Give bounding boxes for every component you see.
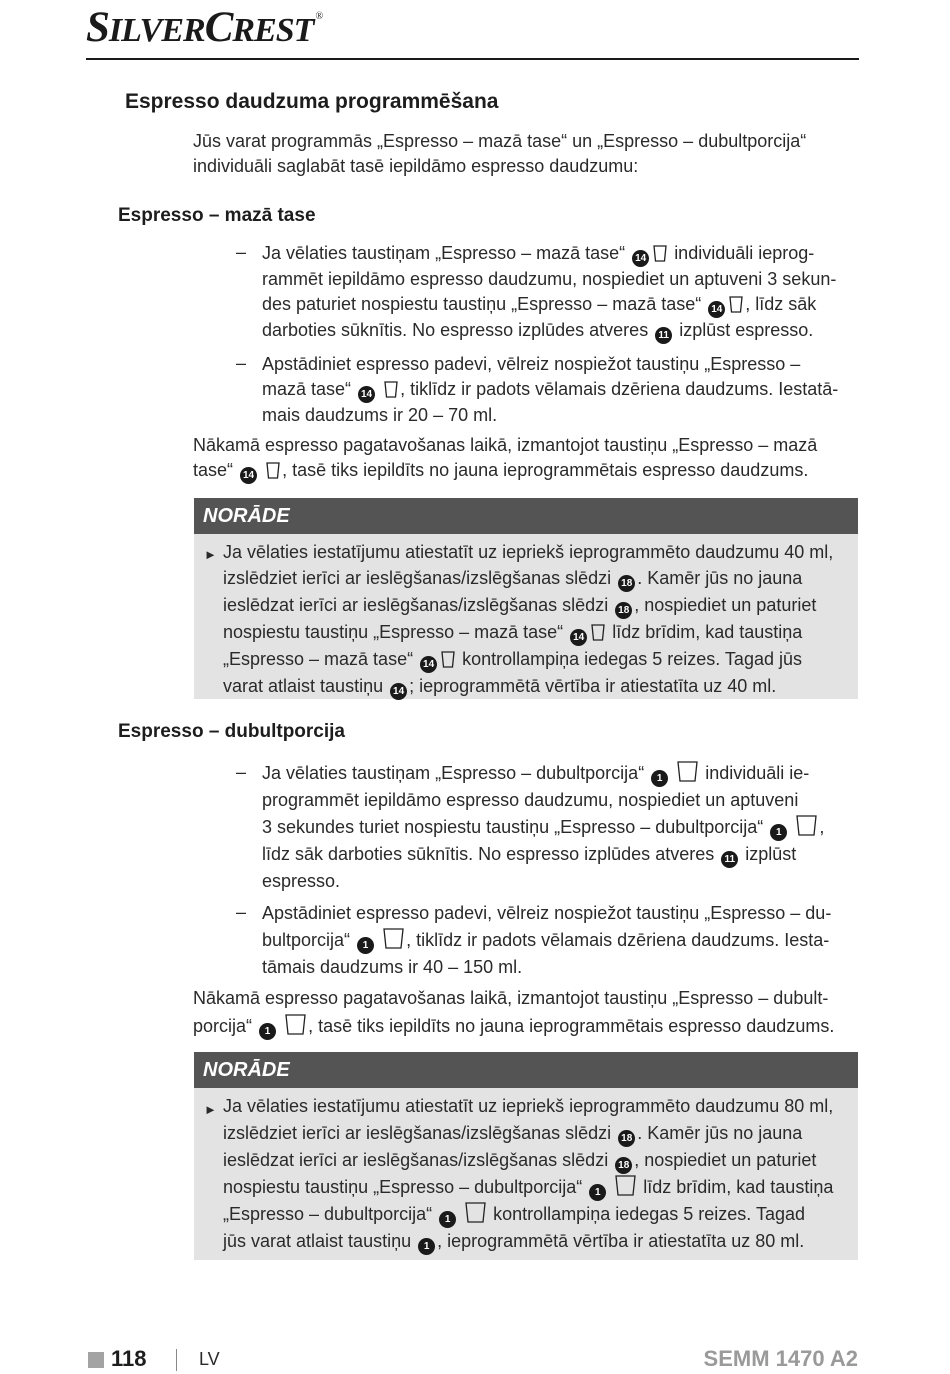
ref-number-badge: 18	[615, 602, 632, 619]
list-dash: –	[236, 902, 247, 922]
double-cup-icon	[615, 1175, 636, 1196]
small-cup-icon	[591, 624, 605, 641]
ref-number-badge: 11	[721, 851, 738, 868]
section-heading-small-cup: Espresso – mazā tase	[118, 205, 316, 226]
note-heading: NORĀDE	[194, 1052, 858, 1088]
ref-number-badge: 14	[632, 250, 649, 267]
double-cup-icon	[383, 928, 404, 949]
small-cup-icon	[729, 296, 743, 313]
double-cup-icon	[285, 1014, 306, 1035]
ref-number-badge: 18	[618, 575, 635, 592]
note-heading: NORĀDE	[194, 498, 858, 534]
small-cup-icon	[653, 245, 667, 262]
note-body: ► Ja vēlaties iestatījumu atiestatīt uz iepriekš ieprogrammēto daudzumu 40 ml, izslēdziet ierīci ar ieslēgšanas/izslēgšanas slēdzi 18 . Kamēr jūs no jauna ieslēdzat ierīci ar ieslēgšanas/izslēgšanas slēdzi 18 , nospiediet un paturiet nospiestu taustiņu „Espresso – mazā tase“ 14 līdz brīdim, kad taustiņa „Espresso – mazā tase“ 14 kontrollampiņa iedegas 5 reizes. Tagad jūs varat atlaist taustiņu 14 ; ieprogrammētā vērtība ir atiestatīta uz 40 ml.	[194, 534, 858, 705]
list-dash: –	[236, 762, 247, 782]
note-box	[194, 1052, 858, 1260]
ref-number-badge: 14	[708, 301, 725, 318]
ref-number-badge: 1	[357, 937, 374, 954]
ref-number-badge: 1	[439, 1211, 456, 1228]
double-cup-icon	[465, 1202, 486, 1223]
ref-number-badge: 1	[418, 1238, 435, 1255]
footer-divider	[176, 1349, 177, 1371]
list-item: Ja vēlaties taustiņam „Espresso – mazā tase“ 14 individuāli ieprog- rammēt iepildāmo espresso daudzumu, nospiediet un aptuveni 3 sekun- des paturiet nospiestu taustiņu „Espresso – mazā tase“ 14 , līdz sāk darboties sūknītis. No espresso izplūdes atveres 11 izplūst espresso.	[262, 241, 836, 344]
paragraph: Nākamā espresso pagatavošanas laikā, izmantojot taustiņu „Espresso – dubult- porcija“ 1 , tasē tiks iepildīts no jauna ieprogrammētais espresso daudzums.	[193, 984, 834, 1040]
ref-number-badge: 1	[651, 770, 668, 787]
note-box	[194, 498, 858, 699]
ref-number-badge: 14	[390, 683, 407, 700]
footer-model: SEMM 1470 A2	[703, 1346, 858, 1371]
intro-paragraph: Jūs varat programmās „Espresso – mazā tase“ un „Espresso – dubultporcija“ individuāli saglabāt tasē iepildāmo espresso daudzumu:	[193, 131, 807, 176]
header-rule	[86, 58, 859, 60]
section-heading-double-cup: Espresso – dubultporcija	[118, 721, 345, 742]
ref-number-badge: 14	[420, 656, 437, 673]
small-cup-icon	[384, 381, 398, 398]
list-item: Ja vēlaties taustiņam „Espresso – dubultporcija“ 1 individuāli ie- programmēt iepildāmo espresso daudzumu, nospiediet un aptuveni 3 sekundes turiet nospiestu taustiņu „Espresso – dubultporcija“ 1 , līdz sāk darboties sūknītis. No espresso izplūdes atveres 11 izplūst espresso.	[262, 763, 825, 891]
ref-number-badge: 11	[655, 327, 672, 344]
ref-number-badge: 18	[615, 1157, 632, 1174]
paragraph: Nākamā espresso pagatavošanas laikā, izmantojot taustiņu „Espresso – mazā tase“ 14 , tasē tiks iepildīts no jauna ieprogrammētais espresso daudzums.	[193, 433, 817, 484]
ref-number-badge: 1	[770, 824, 787, 841]
ref-number-badge: 14	[358, 386, 375, 403]
list-dash: –	[236, 242, 247, 262]
list-dash: –	[236, 353, 247, 373]
footer-language: LV	[199, 1349, 220, 1369]
footer-square-icon	[88, 1352, 104, 1368]
ref-number-badge: 14	[570, 629, 587, 646]
small-cup-icon	[266, 462, 280, 479]
page-number: 118	[111, 1346, 147, 1371]
bullet-arrow-icon: ►	[204, 1102, 217, 1117]
ref-number-badge: 1	[259, 1023, 276, 1040]
page-title: Espresso daudzuma programmēšana	[125, 90, 499, 113]
ref-number-badge: 18	[618, 1130, 635, 1147]
note-body: ► Ja vēlaties iestatījumu atiestatīt uz iepriekš ieprogrammēto daudzumu 80 ml, izslēdziet ierīci ar ieslēgšanas/izslēgšanas slēdzi 18 . Kamēr jūs no jauna ieslēdzat ierīci ar ieslēgšanas/izslēgšanas slēdzi 18 , nospiediet un paturiet nospiestu taustiņu „Espresso – dubultporcija“ 1 līdz brīdim, kad taustiņa „Espresso – dubultporcija“ 1 kontrollampiņa iedegas 5 reizes. Tagad jūs varat atlaist taustiņu 1 , ieprogrammētā vērtība ir atiestatīta uz 80 ml.	[194, 1088, 858, 1260]
list-item: Apstādiniet espresso padevi, vēlreiz nospiežot taustiņu „Espresso – du- bultporcija“ 1 , tiklīdz ir padots vēlamais dzēriena daudzums. Iesta- tāmais daudzums ir 40 – 150 ml.	[262, 903, 832, 977]
double-cup-icon	[677, 761, 698, 782]
brand-logo: SILVERCREST ®	[86, 4, 323, 51]
bullet-arrow-icon: ►	[204, 547, 217, 562]
ref-number-badge: 1	[589, 1184, 606, 1201]
list-item: Apstādiniet espresso padevi, vēlreiz nospiežot taustiņu „Espresso – mazā tase“ 14 , tiklīdz ir padots vēlamais dzēriena daudzums. Iestatā- mais daudzums ir 20 – 70 ml.	[262, 354, 839, 425]
ref-number-badge: 14	[240, 467, 257, 484]
small-cup-icon	[441, 651, 455, 668]
double-cup-icon	[796, 815, 817, 836]
